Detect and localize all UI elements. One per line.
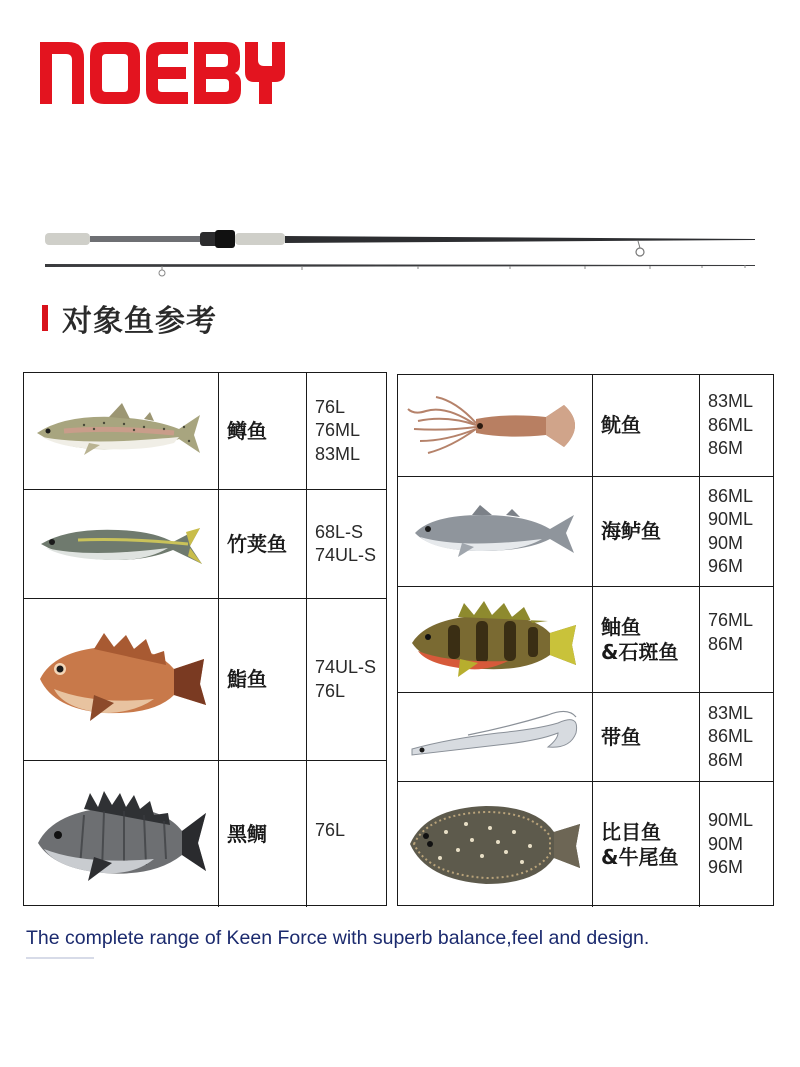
fish-name-cell xyxy=(592,375,699,476)
rod-spec: 86M xyxy=(708,438,744,459)
rod-spec: 76L xyxy=(315,820,346,840)
flounder-icon xyxy=(406,802,584,888)
fish-name: 竹荚鱼 xyxy=(227,531,287,556)
rod-spec: 96M xyxy=(708,857,744,878)
table-row xyxy=(24,760,386,907)
rod-spec: 83ML xyxy=(315,443,361,464)
rod-spec-cell xyxy=(306,599,386,760)
footer-divider xyxy=(26,957,94,959)
black-sea-bream-icon xyxy=(34,787,210,883)
rod-spec-cell xyxy=(699,782,773,907)
rod-spec: 86ML xyxy=(708,485,754,506)
fish-name: 鱿鱼 xyxy=(601,413,641,437)
fish-image-cell xyxy=(24,490,218,598)
section-header xyxy=(42,296,217,340)
fishing-rod-image xyxy=(40,222,760,282)
fish-name: 黑鲷 xyxy=(227,821,267,846)
section-accent-bar xyxy=(42,305,48,331)
fish-name: 带鱼 xyxy=(601,724,641,749)
fish-name-cell xyxy=(592,477,699,586)
rod-spec: 86ML xyxy=(708,414,754,435)
fish-image-cell xyxy=(398,693,592,781)
rod-spec: 68L-S xyxy=(315,521,364,542)
fish-image-cell xyxy=(24,373,218,489)
table-row xyxy=(398,692,773,781)
fish-name-cell xyxy=(218,490,306,598)
rod-spec: 74UL-S xyxy=(315,545,377,565)
rod-spec: 86M xyxy=(708,633,744,654)
fish-name-cell xyxy=(218,761,306,907)
rod-spec: 90ML xyxy=(708,810,754,831)
fish-image-cell xyxy=(398,587,592,692)
rod-spec-cell xyxy=(699,587,773,692)
rod-spec: 83ML xyxy=(708,702,754,723)
rockfish-icon xyxy=(34,629,210,729)
squid-icon xyxy=(406,395,586,457)
rod-spec: 74UL-S xyxy=(315,657,377,677)
table-row xyxy=(398,375,773,476)
fish-name: 鲉鱼 &石斑鱼 xyxy=(601,614,679,664)
rod-spec: 76ML xyxy=(708,610,754,630)
rod-spec: 86ML xyxy=(708,726,754,747)
fish-name: 比目鱼 &牛尾鱼 xyxy=(601,819,679,869)
target-fish-table-left xyxy=(23,372,387,906)
fish-name-cell xyxy=(592,782,699,907)
hairtail-icon xyxy=(408,699,584,769)
rod-spec: 86M xyxy=(708,749,744,770)
rod-spec-cell xyxy=(699,693,773,781)
fish-name: 海鲈鱼 xyxy=(601,519,661,543)
fish-image-cell xyxy=(24,761,218,907)
rod-spec-cell xyxy=(306,490,386,598)
fish-name-cell xyxy=(218,599,306,760)
rod-spec-cell xyxy=(306,373,386,489)
rod-spec-cell xyxy=(699,477,773,586)
fish-image-cell xyxy=(398,375,592,476)
table-row xyxy=(398,781,773,907)
rod-spec: 76L xyxy=(315,396,346,417)
horse-mackerel-icon xyxy=(38,518,208,570)
rod-spec-cell xyxy=(306,761,386,907)
noeby-logo xyxy=(40,42,285,104)
rod-spec-cell xyxy=(699,375,773,476)
rod-spec: 76ML xyxy=(315,420,361,441)
fish-name: 鮨鱼 xyxy=(227,667,267,691)
section-title: 对象鱼参考 xyxy=(62,304,217,339)
fish-image-cell xyxy=(24,599,218,760)
rod-spec: 90M xyxy=(708,532,744,553)
fish-image-cell xyxy=(398,477,592,586)
rod-spec: 83ML xyxy=(708,391,754,412)
footer-tagline: The complete range of Keen Force with superb balance,feel and design. xyxy=(26,927,650,949)
rod-spec: 90M xyxy=(708,833,744,854)
sea-bass-icon xyxy=(412,503,578,559)
table-row xyxy=(398,476,773,586)
rod-spec: 96M xyxy=(708,556,744,576)
fish-name-cell xyxy=(592,693,699,781)
rod-spec: 90ML xyxy=(708,509,754,529)
fish-name-cell xyxy=(218,373,306,489)
table-row xyxy=(24,489,386,598)
grouper-icon xyxy=(408,599,580,679)
fish-name-cell xyxy=(592,587,699,692)
fish-image-cell xyxy=(398,782,592,907)
rod-spec: 76L xyxy=(315,680,346,701)
trout-icon xyxy=(34,397,204,465)
table-row xyxy=(398,586,773,692)
target-fish-table-right xyxy=(397,374,774,906)
table-row xyxy=(24,373,386,489)
table-row xyxy=(24,598,386,760)
fish-name: 鳟鱼 xyxy=(227,418,267,443)
